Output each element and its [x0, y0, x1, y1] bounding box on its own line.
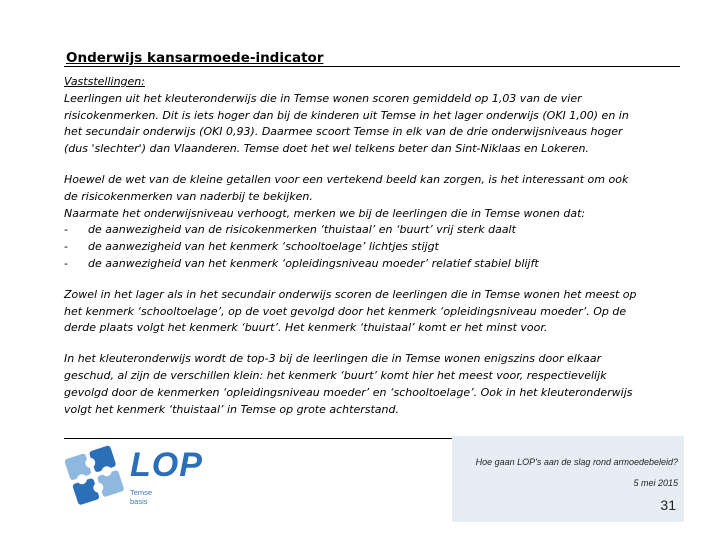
presentation-date: 5 mei 2015 — [633, 478, 678, 488]
bullet-item — [64, 222, 664, 239]
lop-logo — [64, 440, 214, 525]
paragraph-2 — [64, 172, 664, 273]
bullet-marker: - — [64, 240, 68, 254]
page-number: 31 — [660, 497, 676, 513]
bullet-text: de aanwezigheid van het kenmerk ‘opleidingsniveau moeder’ relatief stabiel blijft — [88, 256, 539, 270]
paragraph-1 — [64, 74, 664, 158]
paragraph-line: de risicokenmerken van naderbij te bekijken. — [64, 189, 313, 203]
logo-wordmark: LOP — [130, 446, 203, 484]
paragraph-line: derde plaats volgt het kenmerk ‘buurt’. Het kenmerk ‘thuistaal’ komt er het minst voor. — [64, 321, 548, 335]
page-title: Onderwijs kansarmoede-indicator — [66, 50, 324, 66]
paragraph-line: het secundair onderwijs (OKI 0,93). Daarmee scoort Temse in elk van de drie onderwijsniveaus hoger — [64, 125, 623, 139]
bullet-text: de aanwezigheid van het kenmerk ‘schooltoelage’ lichtjes stijgt — [88, 240, 439, 254]
paragraph-line: In het kleuteronderwijs wordt de top-3 bij de leerlingen die in Temse wonen enigszins door elkaar — [64, 352, 602, 366]
bullet-marker: - — [64, 256, 68, 270]
paragraph-line: Zowel in het lager als in het secundair onderwijs scoren de leerlingen die in Temse wonen het meest op — [64, 287, 637, 301]
paragraph-3 — [64, 287, 664, 337]
paragraph-line: gevolgd door de kenmerken ‘opleidingsniveau moeder’ en ‘schooltoelage’. Ook in het kleuteronderwijs — [64, 385, 633, 399]
body-content — [64, 74, 664, 432]
paragraph-line: volgt het kenmerk ‘thuistaal’ in Temse op grote achterstand. — [64, 402, 399, 416]
paragraph-line: geschud, al zijn de verschillen klein: het kenmerk ‘buurt’ komt hier het meest voor, respectievelijk — [64, 368, 607, 382]
paragraph-line: (dus 'slechter') dan Vlaanderen. Temse doet het wel telkens beter dan Sint-Niklaas en Lokeren. — [64, 142, 589, 156]
bullet-text: de aanwezigheid van de risicokenmerken ‘thuistaal’ en ‘buurt’ vrij sterk daalt — [88, 223, 516, 237]
paragraph-4 — [64, 351, 664, 418]
paragraph-line: Leerlingen uit het kleuteronderwijs die in Temse wonen scoren gemiddeld op 1,03 van de vier — [64, 91, 582, 105]
puzzle-logo-icon — [64, 440, 134, 520]
title-divider — [64, 66, 680, 67]
bullet-item — [64, 239, 664, 256]
logo-subtitle-1: Temse — [130, 488, 153, 497]
presentation-title: Hoe gaan LOP's aan de slag rond armoedebeleid? — [475, 457, 678, 467]
paragraph-line: Hoewel de wet van de kleine getallen voor een vertekend beeld kan zorgen, is het interessant om ook — [64, 172, 629, 186]
section-heading: Vaststellingen: — [64, 75, 145, 88]
paragraph-line: het kenmerk ‘schooltoelage’, op de voet gevolgd door het kenmerk ‘opleidingsniveau moeder’. Op de — [64, 304, 627, 318]
paragraph-line: risicokenmerken. Dit is iets hoger dan bij de kinderen uit Temse in het lager onderwijs (OKI 1,00) en in — [64, 108, 629, 122]
paragraph-line: Naarmate het onderwijsniveau verhoogt, merken we bij de leerlingen die in Temse wonen dat: — [64, 206, 586, 220]
bullet-marker: - — [64, 223, 68, 237]
bullet-item — [64, 256, 664, 273]
logo-subtitle-2: basis — [130, 497, 148, 506]
